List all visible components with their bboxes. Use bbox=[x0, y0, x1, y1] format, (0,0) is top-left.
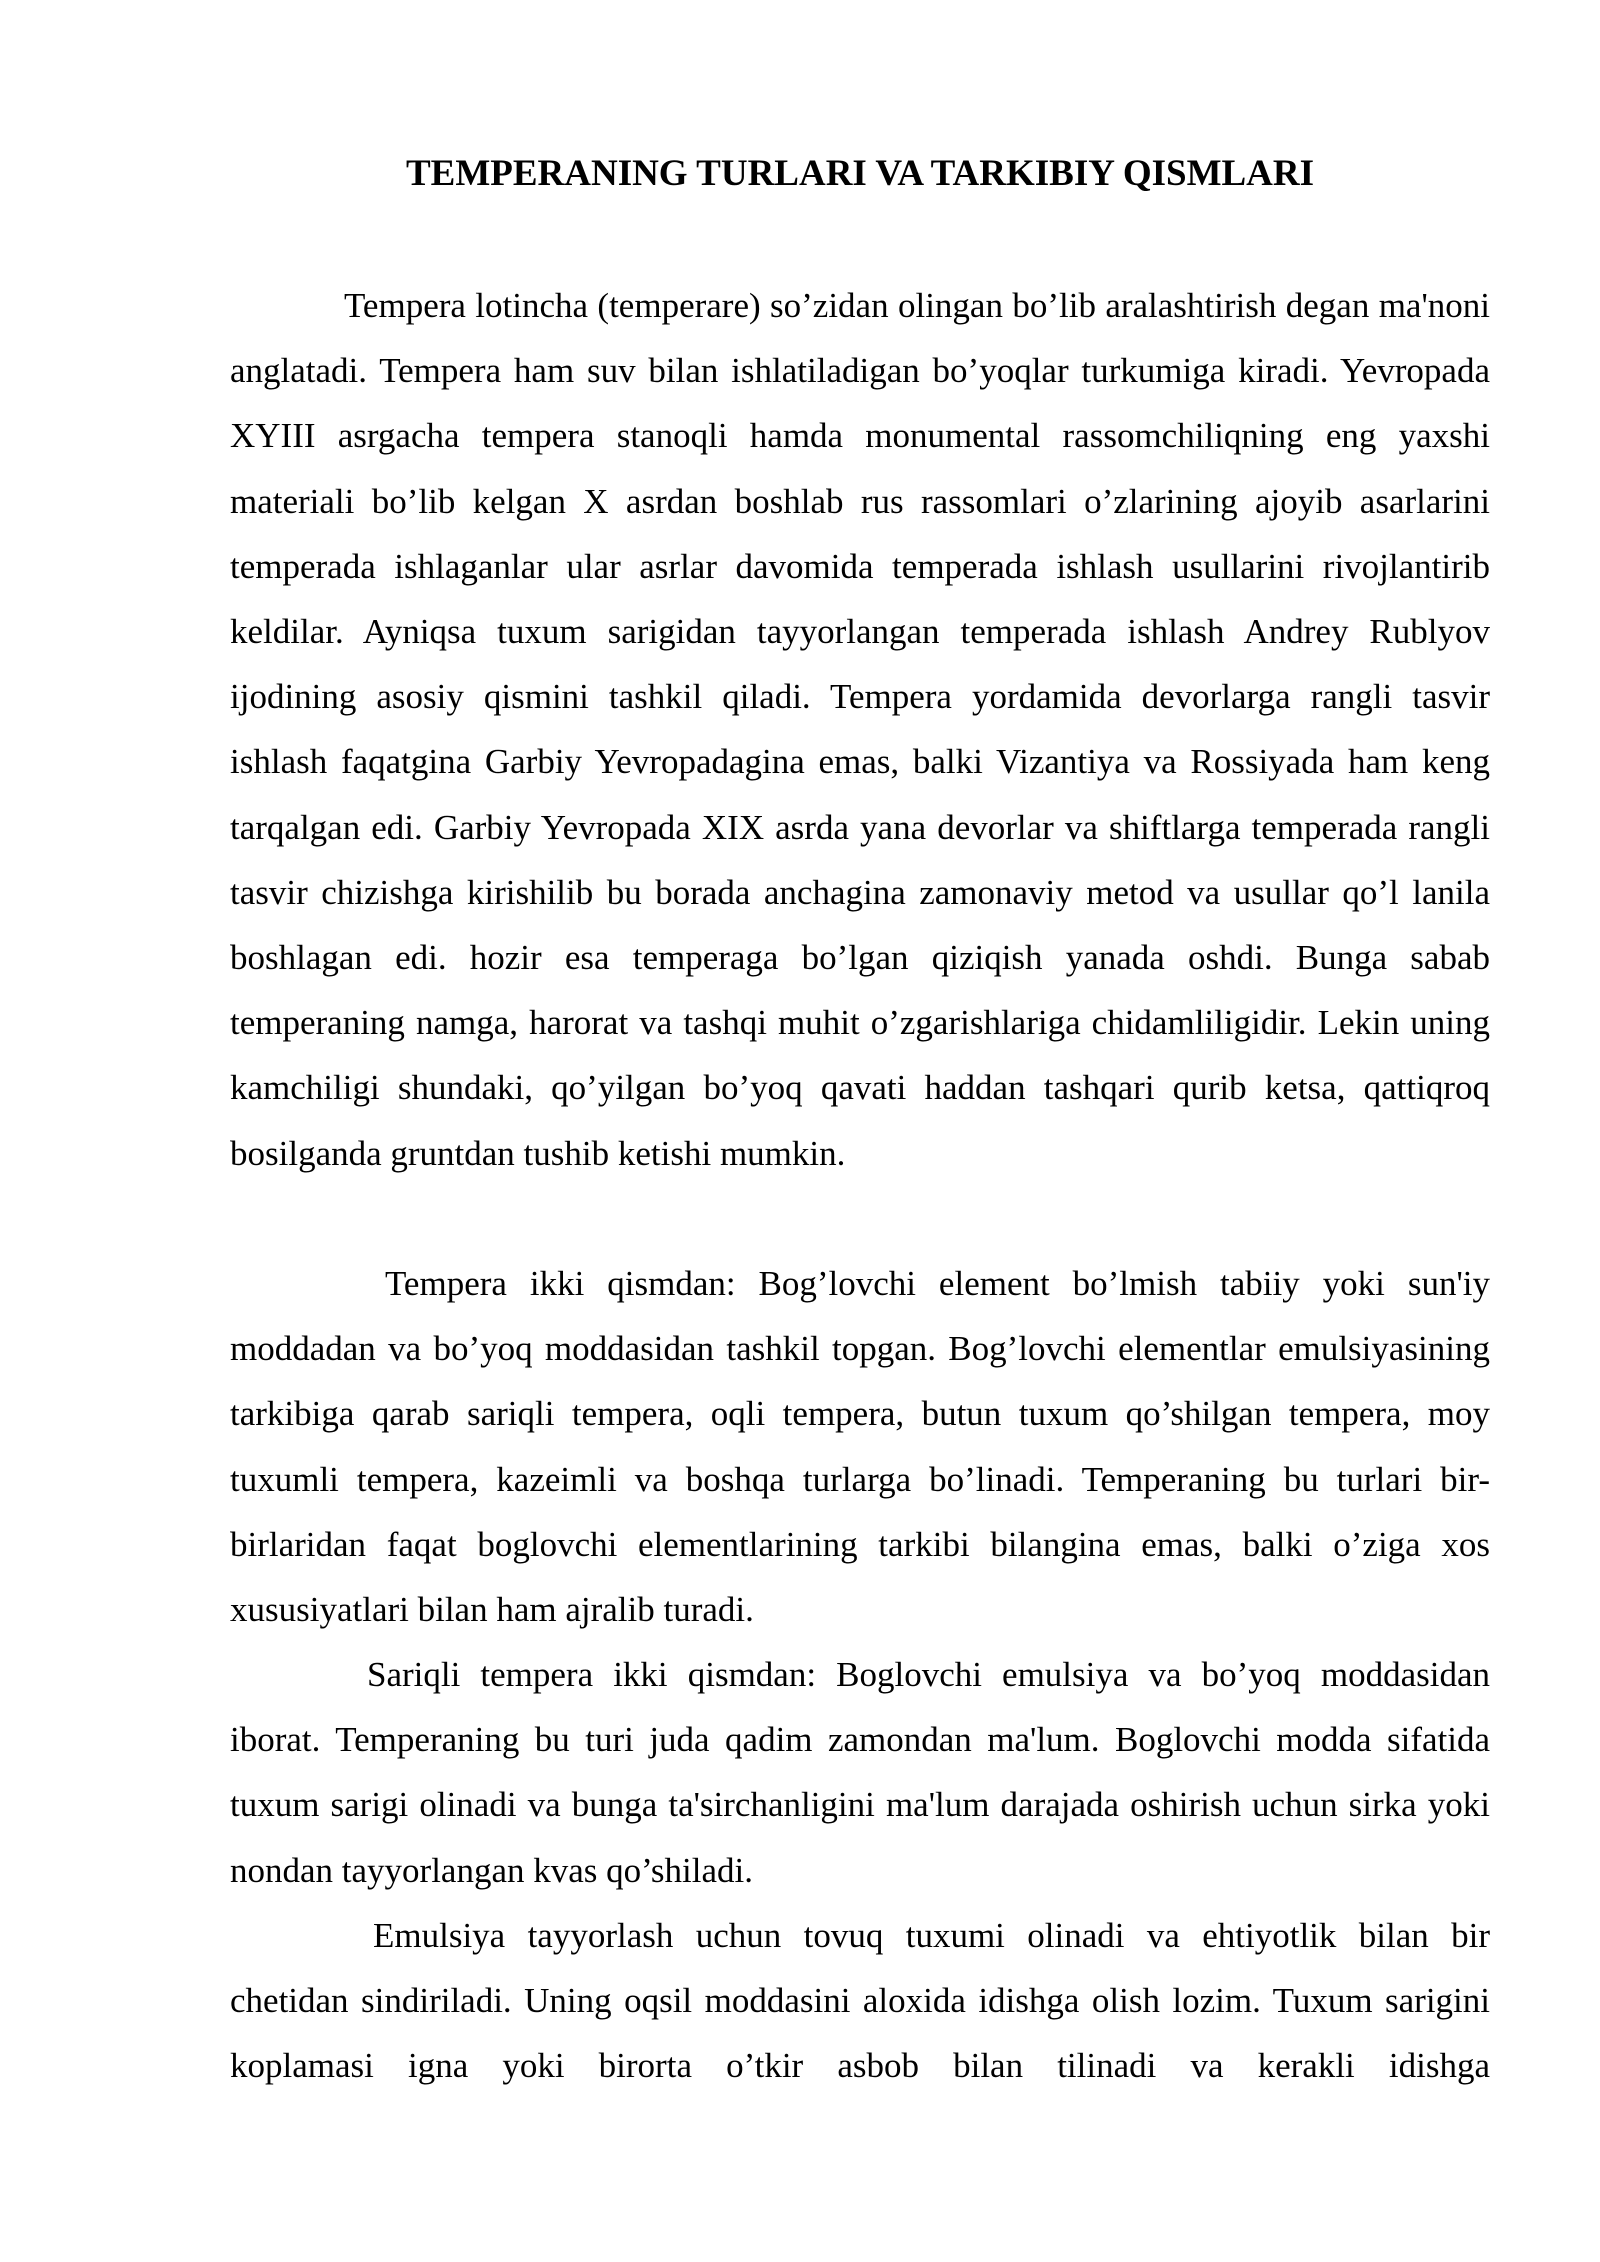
paragraph-yolk-tempera: Sariqli tempera ikki qismdan: Boglovchi emulsiya va bo’yoq moddasidan iborat. Temperaning bu turi juda qadim zamondan ma'lum. Boglovchi modda sifatida tuxum sarigi olinadi va bunga ta'sirchanligini ma'lum darajada oshirish uchun sirka yoki nondan tayyorlangan kvas qo’shiladi. bbox=[230, 1655, 1490, 1890]
page-title: TEMPERANING TURLARI VA TARKIBIY QISMLARI bbox=[405, 153, 1315, 194]
paragraph-emulsion: Emulsiya tayyorlash uchun tovuq tuxumi olinadi va ehtiyotlik bilan bir chetidan sindiriladi. Uning oqsil moddasini aloxida idishga olish lozim. Tuxum sarigini koplamasi igna yoki birorta o’tkir asbob bilan tilinadi va kerakli idishga bbox=[230, 1916, 1490, 2086]
paragraph-composition: Tempera ikki qismdan: Bog’lovchi element bo’lmish tabiiy yoki sun'iy moddadan va bo’yoq moddasidan tashkil topgan. Bog’lovchi elementlar emulsiyasining tarkibiga qarab sariqli tempera, oqli tempera, butun tuxum qo’shilgan tempera, moy tuxumli tempera, kazeimli va boshqa turlarga bo’linadi. Temperaning bu turlari bir-birlaridan faqat boglovchi elementlarining tarkibi bilangina emas, balki o’ziga xos xususiyatlari bilan ham ajralib turadi. bbox=[230, 1264, 1490, 1630]
paragraph-intro: Tempera lotincha (temperare) so’zidan olingan bo’lib aralashtirish degan ma'noni anglatadi. Tempera ham suv bilan ishlatiladigan bo’yoqlar turkumiga kiradi. Yevropada XYIII asrgacha tempera stanoqli hamda monumental rassomchiliqning eng yaxshi materiali bo’lib kelgan X asrdan boshlab rus rassomlari o’zlarining ajoyib asarlarini temperada ishlaganlar ular asrlar davomida temperada ishlash usullarini rivojlantirib keldilar. Ayniqsa tuxum sarigidan tayyorlangan temperada ishlash Andrey Rublyov ijodining asosiy qismini tashkil qiladi. Tempera yordamida devorlarga rangli tasvir ishlash faqatgina Garbiy Yevropadagina emas, balki Vizantiya va Rossiyada ham keng tarqalgan edi. Garbiy Yevropada XIX asrda yana devorlar va shiftlarga temperada rangli tasvir chizishga kirishilib bu borada anchagina zamonaviy metod va usullar qo’l lanila boshlagan edi. hozir esa temperaga bo’lgan qiziqish yanada oshdi. Bunga sabab temperaning namga, harorat va tashqi muhit o’zgarishlariga chidamliligidir. Lekin uning kamchiligi shundaki, qo’yilgan bo’yoq qavati haddan tashqari qurib ketsa, qattiqroq bosilganda gruntdan tushib ketishi mumkin. bbox=[230, 286, 1490, 1173]
